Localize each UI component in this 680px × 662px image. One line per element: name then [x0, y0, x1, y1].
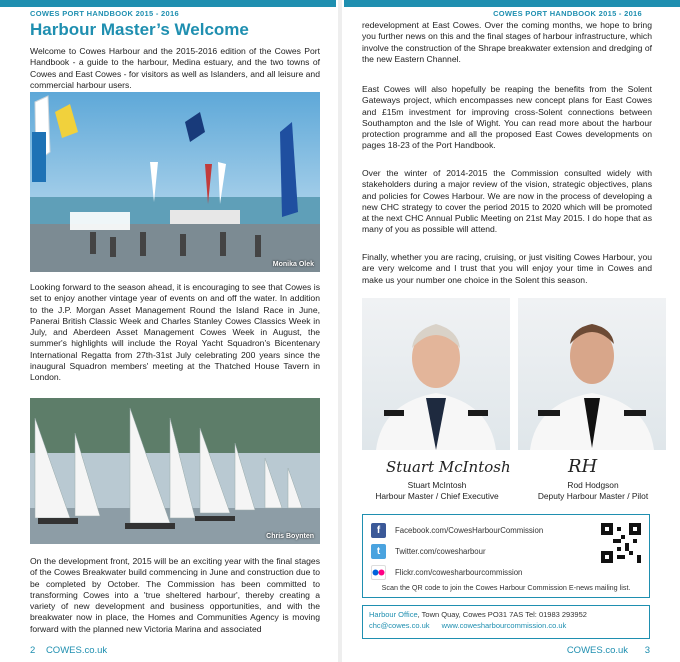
deputy-role: Deputy Harbour Master / Pilot [537, 491, 649, 501]
facebook-link[interactable]: Facebook.com/CowesHarbourCommission [395, 526, 544, 535]
top-bar-right [344, 0, 680, 7]
running-header-left: COWES PORT HANDBOOK 2015 - 2016 [30, 9, 179, 18]
signature-harbour-master: Stuart McIntosh [386, 458, 511, 476]
closing-paragraph: Finally, whether you are racing, cruising, or just visiting Cowes Harbour, you are very welcome and I trust that you will enjoy your time in Cowes and make us your number one choice in the Solent this season. [362, 252, 652, 285]
photo-credit-1: Monika Olek [272, 261, 314, 268]
solent-paragraph: East Cowes will also hopefully be reaping the benefits from the Solent Gateways project, which encompasses new concept plans for East Cowes and £15m investment for improving cross-Solent connections between Southampton and the Isle of Wight. You can read more about the harbour protection programme and all the proposed East Cowes developments on pages 18-23 of the Port Handbook. [362, 84, 652, 151]
contact-box [362, 605, 650, 639]
contact-links-line [369, 620, 643, 631]
facebook-row[interactable] [371, 523, 543, 538]
sailing-photo [30, 398, 320, 544]
consultation-paragraph: Over the winter of 2014-2015 the Commission consulted widely with stakeholders during a major review of the vision, strategic objectives, plans and policies for Cowes Harbour. We are now in the process of developing a new CHC strategy to cover the period 2015 to 2020 which will be promoted at the next CHC Annual Public Meeting on 21st May 2015. I do hope that as many of you as possible will attend. [362, 168, 652, 235]
top-bar-left [0, 0, 336, 7]
caption-harbour-master [352, 480, 522, 502]
page-number-left: 2 [30, 645, 36, 656]
harbour-master-role: Harbour Master / Chief Executive [375, 491, 499, 501]
photo-credit-2: Chris Boynten [266, 533, 314, 540]
sailing-photo-image [30, 398, 320, 544]
portrait-harbour-master [362, 298, 510, 450]
twitter-link[interactable]: Twitter.com/cowesharbour [395, 547, 486, 556]
redevelopment-paragraph: redevelopment at East Cowes. Over the coming months, we hope to bring you further news on this and the final stages of harbour infrastructure, which involve the construction of the Shrape breakwater extension and dredging of the new Eastern Channel. [362, 20, 652, 64]
email-link[interactable]: chc@cowes.co.uk [369, 621, 430, 630]
twitter-row[interactable] [371, 544, 486, 559]
running-header-right: COWES PORT HANDBOOK 2015 - 2016 [493, 9, 642, 18]
portrait-deputy [518, 298, 666, 450]
flickr-icon [371, 565, 386, 580]
qr-instruction: Scan the QR code to join the Cowes Harbour Commission E-news mailing list. [381, 583, 631, 592]
deputy-name: Rod Hodgson [567, 480, 619, 490]
twitter-icon: t [371, 544, 386, 559]
harbour-master-name: Stuart McIntosh [407, 480, 467, 490]
page-title: Harbour Master’s Welcome [30, 20, 249, 39]
footer-left [30, 645, 107, 656]
caption-deputy [508, 480, 678, 502]
intro-paragraph: Welcome to Cowes Harbour and the 2015-2016 edition of the Cowes Port Handbook - a guide to the harbour, Medina estuary, and the two towns of Cowes and East Cowes - for visitors as well as Islanders, and all leisure and commercial harbour users. [30, 46, 320, 90]
harbour-photo [30, 92, 320, 272]
development-paragraph: On the development front, 2015 will be an exciting year with the final stages of the Cowes Breakwater build commencing in June and construction due to be completed by October. The Commission has been committed to transforming Cowes into a 'true sheltered harbour', thereby creating a variety of new development and business opportunities, and with the breakwater now in place, the Homes and Communities Agency is moving forward with the planned new Victoria Marina and associated [30, 556, 320, 634]
signature-deputy: RH [568, 456, 598, 477]
page-number-right: 3 [644, 645, 650, 656]
social-media-box [362, 514, 650, 598]
portrait-deputy-image [518, 298, 666, 450]
flickr-row[interactable] [371, 565, 522, 580]
events-paragraph: Looking forward to the season ahead, it is encouraging to see that Cowes is set to enjoy another vintage year of events on and off the water. In addition to the J.P. Morgan Asset Management Round the Island Race in June, Panerai British Classic Week and Charles Stanley Cowes Classics Week in July, and Aberdeen Asset Management Cowes Week in August, the summer's highlights will include the Royal Yacht Squadron's Bicentenary International Regatta from 27th-31st July celebrating 200 years since the inaugural Squadron members' meeting at the Thatched House Tavern in London. [30, 282, 320, 383]
footer-right [567, 645, 650, 656]
footer-site-right: COWES.co.uk [566, 645, 629, 656]
footer-site-left: COWES.co.uk [45, 645, 108, 656]
office-address: , Town Quay, Cowes PO31 7AS Tel: 01983 293952 [417, 610, 587, 619]
facebook-icon: f [371, 523, 386, 538]
flickr-link[interactable]: Flickr.com/cowesharbourcommission [395, 568, 523, 577]
website-link[interactable]: www.cowesharbourcommission.co.uk [441, 621, 567, 630]
office-label: Harbour Office [369, 610, 418, 619]
page-gutter [338, 0, 342, 662]
harbour-photo-image [30, 92, 320, 272]
qr-code-icon[interactable] [601, 523, 641, 563]
contact-address-line [369, 609, 643, 620]
portrait-harbour-master-image [362, 298, 510, 450]
